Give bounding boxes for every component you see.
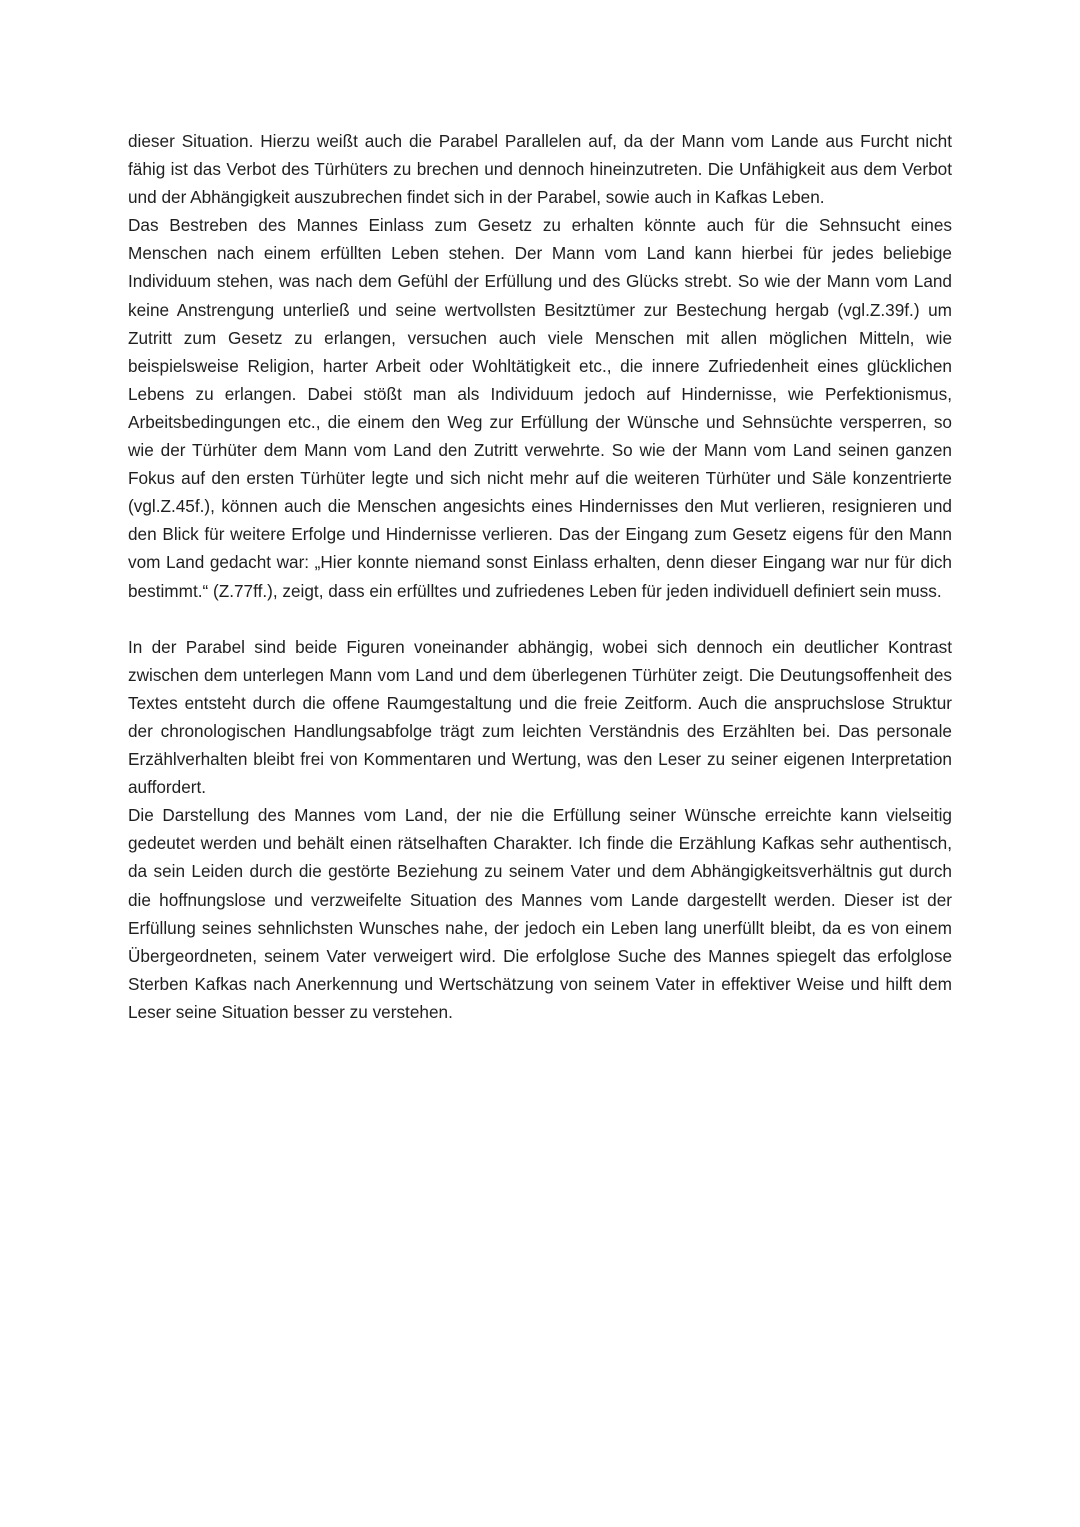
paragraph-spacer: [128, 605, 952, 633]
document-body: [128, 127, 952, 1026]
paragraph-situation: dieser Situation. Hierzu weißt auch die Parabel Parallelen auf, da der Mann vom Lande aus Furcht nicht fähig ist das Verbot des Türhüters zu brechen und dennoch hineinzutreten. Die Unfähigkeit aus dem Verbot und der Abhängigkeit auszubrechen findet sich in der Parabel, sowie auch in Kafkas Leben.: [128, 131, 952, 208]
paragraph-figures: In der Parabel sind beide Figuren voneinander abhängig, wobei sich dennoch ein deutlicher Kontrast zwischen dem unterlegen Mann vom Land und dem überlegenen Türhüter zeigt. Die Deutungsoffenheit des Textes entsteht durch die offene Raumgestaltung und die freie Zeitform. Auch die anspruchslose Struktur der chronologischen Handlungsabfolge trägt zum leichten Verständnis des Erzählten bei. Das personale Erzählverhalten bleibt frei von Kommentaren und Wertung, was den Leser zu seiner eigenen Interpretation auffordert.: [128, 636, 952, 798]
paragraph-conclusion: Die Darstellung des Mannes vom Land, der nie die Erfüllung seiner Wünsche erreichte kann vielseitig gedeutet werden und behält einen rätselhaften Charakter. Ich finde die Erzählung Kafkas sehr authentisch, da sein Leiden durch die gestörte Beziehung zu seinem Vater und dem Abhängigkeitsverhältnis gut durch die hoffnungslose und verzweifelte Situation des Mannes vom Lande dargestellt werden. Dieser ist der Erfüllung seines sehnlichsten Wunsches nahe, der jedoch ein Leben lang unerfüllt bleibt, da es von einem Übergeordneten, seinem Vater verweigert wird. Die erfolglose Suche des Mannes spiegelt das erfolglose Sterben Kafkas nach Anerkennung und Wertschätzung von seinem Vater in effektiver Weise und hilft dem Leser seine Situation besser zu verstehen.: [128, 805, 952, 1022]
paragraph-longing: Das Bestreben des Mannes Einlass zum Gesetz zu erhalten könnte auch für die Sehnsucht eines Menschen nach einem erfüllten Leben stehen. Der Mann vom Land kann hierbei für jedes beliebige Individuum stehen, was nach dem Gefühl der Erfüllung und des Glücks strebt. So wie der Mann vom Land keine Anstrengung unterließ und seine wertvollsten Besitztümer zur Bestechung hergab (vgl.Z.39f.) um Zutritt zum Gesetz zu erlangen, versuchen auch viele Menschen mit allen möglichen Mitteln, wie beispielsweise Religion, harter Arbeit oder Wohltätigkeit etc., die innere Zufriedenheit eines glücklichen Lebens zu erlangen. Dabei stößt man als Individuum jedoch auf Hindernisse, wie Perfektionismus, Arbeitsbedingungen etc., die einem den Weg zur Erfüllung der Wünsche und Sehnsüchte versperren, so wie der Türhüter dem Mann vom Land den Zutritt verwehrte. So wie der Mann vom Land seinen ganzen Fokus auf den ersten Türhüter legte und sich nicht mehr auf die weiteren Türhüter und Säle konzentrierte (vgl.Z.45f.), können auch die Menschen angesichts eines Hindernisses den Mut verlieren, resignieren und den Blick für weitere Erfolge und Hindernisse verlieren. Das der Eingang zum Gesetz eigens für den Mann vom Land gedacht war: „Hier konnte niemand sonst Einlass erhalten, denn dieser Eingang war nur für dich bestimmt.“ (Z.77ff.), zeigt, dass ein erfülltes und zufriedenes Leben für jeden individuell definiert sein muss.: [128, 215, 952, 601]
